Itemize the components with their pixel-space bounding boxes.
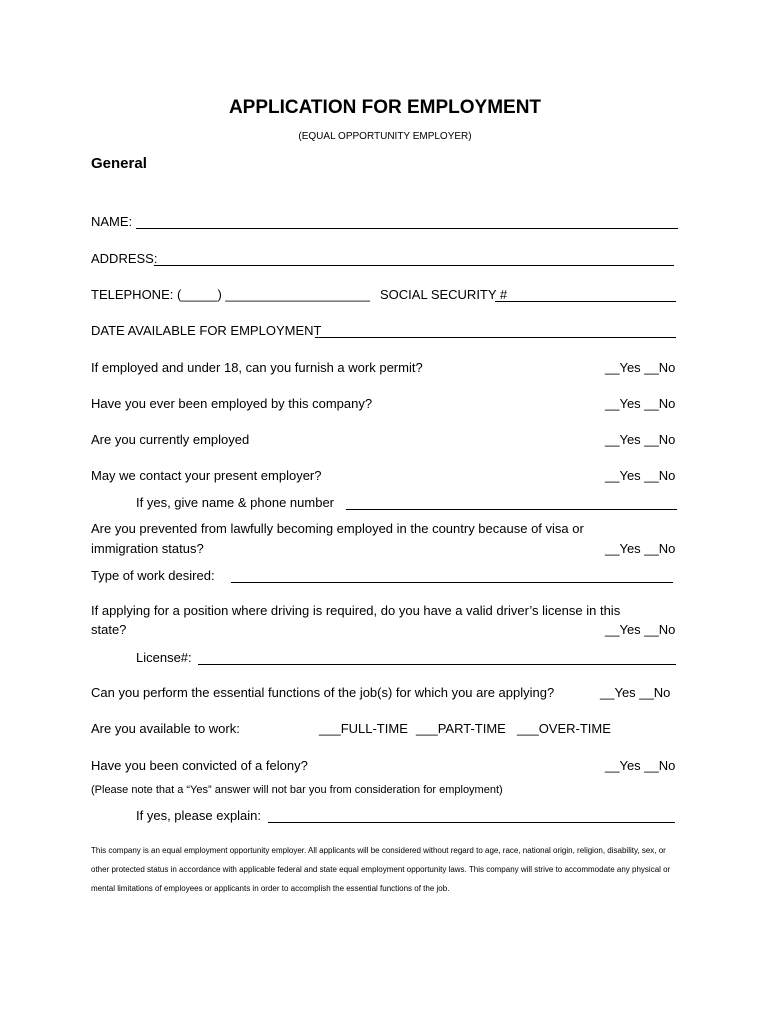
- question-availability: Are you available to work:: [91, 721, 240, 736]
- address-label: ADDRESS:: [91, 251, 158, 266]
- felony-note: (Please note that a “Yes” answer will not bar you from consideration for employment): [91, 784, 503, 796]
- question-contact-employer: May we contact your present employer?: [91, 468, 322, 483]
- ssn-label: SOCIAL SECURITY #: [380, 287, 508, 302]
- page-title: APPLICATION FOR EMPLOYMENT: [228, 97, 542, 118]
- eeo-statement: This company is an equal employment opportunity employer. All applicants will be considered without regard to age, race, national origin, religion, disability, sex, or other protected status in accordance with applicable federal and state equal employment opportunity laws. This company will strive to accommodate any physical or mental limitations of employees or applicants in order to accomplish the essential functions of the job.: [91, 846, 671, 893]
- question-essential-functions: Can you perform the essential functions of the job(s) for which you are applying?: [91, 685, 555, 700]
- ssn-input-line[interactable]: [495, 289, 676, 302]
- name-label: NAME:: [91, 214, 133, 229]
- date-available-input-line[interactable]: [315, 325, 676, 338]
- part-time-option[interactable]: ___PART-TIME: [416, 721, 506, 736]
- license-number-label: License#:: [136, 650, 192, 665]
- type-of-work-label: Type of work desired:: [91, 568, 215, 583]
- name-input-line[interactable]: [136, 216, 678, 229]
- page-subtitle: (EQUAL OPPORTUNITY EMPLOYER): [298, 131, 472, 142]
- question-felony: Have you been convicted of a felony?: [91, 758, 308, 773]
- telephone-label[interactable]: TELEPHONE: (_____) ____________________: [91, 287, 370, 302]
- felony-explain-label: If yes, please explain:: [136, 808, 262, 823]
- contact-followup-input-line[interactable]: [346, 497, 677, 510]
- over-time-option[interactable]: ___OVER-TIME: [517, 721, 611, 736]
- license-number-input-line[interactable]: [198, 652, 676, 665]
- question-work-permit: If employed and under 18, can you furnish a work permit?: [91, 360, 423, 375]
- yes-no-employed-before[interactable]: __Yes __No: [605, 396, 676, 411]
- date-available-label: DATE AVAILABLE FOR EMPLOYMENT: [91, 323, 322, 338]
- question-currently-employed: Are you currently employed: [91, 432, 250, 447]
- yes-no-essential-functions[interactable]: __Yes __No: [600, 685, 671, 700]
- type-of-work-input-line[interactable]: [231, 570, 673, 583]
- question-license-line2: state?: [91, 622, 127, 637]
- yes-no-work-permit[interactable]: __Yes __No: [605, 360, 676, 375]
- felony-explain-input-line[interactable]: [268, 810, 675, 823]
- yes-no-felony[interactable]: __Yes __No: [605, 758, 676, 773]
- question-visa-line1: Are you prevented from lawfully becoming employed in the country because of visa or: [91, 521, 584, 536]
- yes-no-visa[interactable]: __Yes __No: [605, 541, 676, 556]
- question-visa-line2: immigration status?: [91, 541, 204, 556]
- yes-no-license[interactable]: __Yes __No: [605, 622, 676, 637]
- contact-followup-label: If yes, give name & phone number: [136, 495, 335, 510]
- full-time-option[interactable]: ___FULL-TIME: [319, 721, 408, 736]
- yes-no-contact-employer[interactable]: __Yes __No: [605, 468, 676, 483]
- question-employed-before: Have you ever been employed by this company?: [91, 396, 373, 411]
- address-input-line[interactable]: [154, 253, 674, 266]
- question-license-line1: If applying for a position where driving is required, do you have a valid driver’s license in this: [91, 603, 621, 618]
- section-heading-general: General: [91, 155, 147, 172]
- yes-no-currently-employed[interactable]: __Yes __No: [605, 432, 676, 447]
